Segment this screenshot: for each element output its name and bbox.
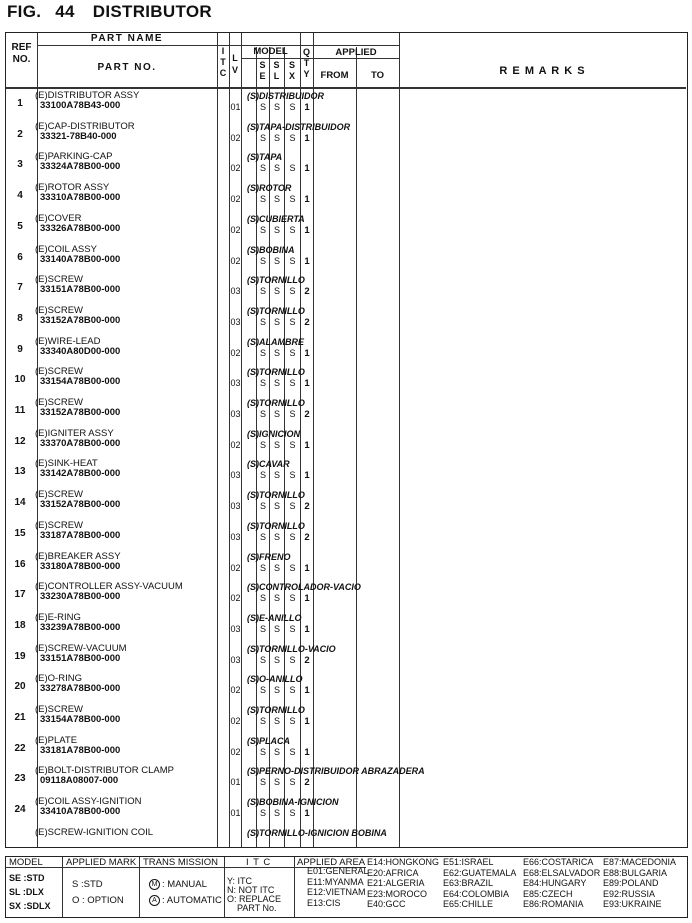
area-code: E12:VIETNAM	[307, 887, 366, 897]
model-sx-mark: S	[289, 163, 296, 174]
part-name: (E)SCREW	[35, 304, 84, 316]
model-se-mark: S	[259, 531, 266, 542]
ref-number: 2	[17, 128, 23, 140]
spanish-description: (S)TORNILLO-VACIO	[247, 643, 336, 654]
ref-number: 22	[14, 742, 26, 754]
spanish-description: (S)TORNILLO	[247, 520, 305, 531]
level-value: 01	[230, 777, 241, 788]
model-sx-mark: S	[289, 623, 296, 634]
part-name: (E)WIRE-LEAD	[35, 335, 101, 347]
area-code: E51:ISRAEL	[443, 857, 494, 867]
area-code: E62:GUATEMALA	[443, 867, 517, 878]
part-number: 33278A78B00-000	[40, 683, 121, 695]
area-code: E21:ALGERIA	[367, 878, 425, 888]
area-code: E68:ELSALVADOR	[523, 867, 601, 878]
legend-itc-o: O: REPLACE	[227, 894, 282, 904]
spanish-description: (S)ALAMBRE	[247, 336, 304, 347]
model-sl-mark: S	[273, 286, 280, 297]
model-se-mark: S	[259, 746, 266, 757]
part-name: (E)PARKING-CAP	[35, 151, 113, 163]
model-se-mark: S	[259, 316, 266, 327]
quantity: 1	[304, 685, 310, 697]
level-value: 03	[230, 286, 241, 297]
col-line	[399, 33, 400, 847]
model-sx-mark: S	[289, 132, 296, 143]
ref-number: 16	[14, 558, 26, 570]
part-number: 33151A78B00-000	[40, 652, 121, 664]
spanish-description: (S)TORNILLO	[247, 705, 305, 715]
applied-header: APPLIED	[335, 47, 377, 58]
model-sx-mark: S	[289, 347, 296, 358]
ref-number: 9	[17, 343, 23, 355]
area-code: E63:BRAZIL	[443, 878, 494, 888]
part-name: (E)SCREW	[35, 397, 84, 408]
part-name: (E)SCREW	[35, 704, 84, 715]
legend-model-header: MODEL	[9, 857, 43, 868]
quantity: 2	[304, 531, 310, 543]
model-sl-mark: S	[273, 163, 280, 174]
quantity: 1	[304, 255, 310, 267]
spanish-description: (S)PERNO-DISTRIBUIDOR ABRAZADERA	[247, 766, 425, 777]
quantity: 1	[304, 562, 310, 574]
fig-label: FIG.	[7, 2, 42, 21]
spanish-description: (S)ROTOR	[247, 183, 292, 194]
header-bottom-line	[6, 87, 686, 89]
ref-number: 7	[17, 282, 23, 294]
part-name: (E)SCREW-VACUUM	[35, 642, 127, 654]
area-code: E86:ROMANIA	[523, 899, 584, 909]
area-code: E84:HUNGARY	[523, 878, 587, 888]
part-name: (E)SCREW	[35, 366, 84, 378]
fig-name: DISTRIBUTOR	[92, 2, 212, 21]
area-code: E87:MACEDONIA	[603, 857, 677, 867]
quantity: 1	[304, 163, 310, 175]
spanish-description: (S)DISTRIBUIDOR	[247, 91, 324, 101]
legend-line	[224, 857, 225, 917]
model-sl-mark: S	[273, 255, 280, 266]
quantity: 2	[304, 286, 310, 298]
legend-trans-manual: M : MANUAL	[149, 879, 207, 890]
spanish-description: (S)TORNILLO	[247, 275, 305, 286]
quantity: 2	[304, 409, 310, 420]
part-number: 33181A78B00-000	[40, 744, 121, 756]
model-sx-mark: S	[289, 439, 296, 450]
level-value: 03	[230, 501, 241, 512]
manual-circle-icon: M	[149, 879, 160, 890]
model-sx-mark: S	[289, 194, 296, 205]
spanish-description: (S)TORNILLO	[247, 305, 305, 316]
model-sx-mark: S	[289, 808, 296, 819]
model-se-mark: S	[259, 194, 266, 205]
legend-itc-y: Y: ITC	[227, 876, 253, 886]
page-title	[7, 2, 212, 22]
area-code: E23:MOROCO	[367, 888, 428, 899]
model-se-mark: S	[259, 255, 266, 266]
part-name: (E)SCREW	[35, 274, 84, 286]
area-code: E92:RUSSIA	[603, 888, 656, 899]
area-code: E11:MYANMA	[307, 876, 364, 887]
ref-number: 1	[17, 98, 23, 109]
model-sx-mark: S	[289, 562, 296, 573]
spanish-description: (S)TAPA	[247, 152, 283, 163]
part-number: 33370A78B00-000	[40, 437, 121, 449]
quantity: 1	[304, 746, 310, 758]
level-value: 02	[230, 746, 241, 757]
model-sl-mark: S	[273, 409, 280, 419]
model-se-mark: S	[259, 409, 266, 419]
part-name: (E)DISTRIBUTOR ASSY	[35, 90, 140, 101]
lv-header: L V	[231, 53, 238, 75]
model-sl-mark: S	[273, 654, 280, 665]
part-name: (E)COVER	[35, 212, 82, 224]
automatic-circle-icon: A	[149, 895, 160, 906]
model-se-mark: S	[259, 654, 266, 665]
model-se-mark: S	[259, 685, 266, 696]
area-code: E14:HONGKONG	[367, 857, 440, 867]
level-value: 02	[230, 132, 241, 143]
part-name: (E)COIL ASSY	[35, 243, 97, 255]
row-line	[241, 58, 399, 59]
col-line	[217, 33, 218, 847]
spanish-description: (S)BOBINA	[247, 244, 295, 255]
model-se-mark: S	[259, 347, 266, 358]
parts-table	[5, 32, 688, 848]
model-se-mark: S	[259, 102, 266, 112]
part-number: 33239A78B00-000	[40, 621, 121, 633]
legend-model-se: SE :STD	[9, 873, 45, 883]
model-sl-mark: S	[273, 746, 280, 757]
level-value: 02	[230, 194, 241, 205]
level-value: 02	[230, 255, 241, 266]
legend-area-header: APPLIED AREA	[297, 857, 366, 868]
model-sl-mark: S	[273, 623, 280, 634]
level-value: 02	[230, 347, 241, 358]
quantity: 1	[304, 716, 310, 727]
part-number: 33326A78B00-000	[40, 222, 121, 234]
model-se-header: S E	[259, 60, 266, 81]
model-sl-mark: S	[273, 501, 280, 512]
part-number: 33324A78B00-000	[40, 161, 121, 173]
level-value: 02	[230, 224, 241, 235]
model-se-mark: S	[259, 286, 266, 297]
model-sx-mark: S	[289, 224, 296, 235]
part-name: (E)PLATE	[35, 734, 78, 746]
model-sx-mark: S	[289, 531, 296, 542]
qty-header: Q T Y	[302, 47, 310, 79]
spanish-description: (S)CONTROLADOR-VACIO	[247, 582, 361, 593]
part-number: 33152A78B00-000	[40, 407, 121, 418]
quantity: 1	[304, 378, 310, 390]
legend-itc-n: N: NOT ITC	[227, 885, 275, 895]
model-sl-mark: S	[273, 316, 280, 327]
area-code: E13:CIS	[307, 897, 341, 908]
spanish-description: (S)TAPA-DISTRIBUIDOR	[247, 121, 351, 132]
quantity: 2	[304, 777, 310, 789]
level-value: 02	[230, 685, 241, 696]
area-code: E40:GCC	[367, 899, 406, 909]
spanish-description: (S)TORNILLO	[247, 490, 305, 501]
part-name: (E)SINK-HEAT	[35, 458, 98, 470]
level-value: 03	[230, 654, 241, 665]
part-name: (E)COIL ASSY-IGNITION	[35, 796, 142, 808]
model-sx-mark: S	[289, 501, 296, 512]
model-se-mark: S	[259, 716, 266, 726]
quantity: 1	[304, 347, 310, 359]
level-value: 02	[230, 716, 241, 726]
model-se-mark: S	[259, 501, 266, 512]
ref-number: 12	[14, 435, 26, 447]
fig-number: 44	[55, 2, 75, 21]
spanish-description: (S)O-ANILLO	[247, 674, 303, 685]
quantity: 1	[304, 808, 310, 820]
model-sx-mark: S	[289, 409, 296, 419]
part-name: (E)O-RING	[35, 673, 82, 685]
model-se-mark: S	[259, 593, 266, 604]
model-sl-mark: S	[273, 439, 280, 450]
model-sl-mark: S	[273, 685, 280, 696]
part-number: 33321-78B40-000	[40, 130, 117, 142]
model-sl-mark: S	[273, 562, 280, 573]
model-sx-mark: S	[289, 378, 296, 389]
quantity: 1	[304, 593, 310, 605]
model-sx-mark: S	[289, 593, 296, 604]
part-name: (E)CONTROLLER ASSY-VACUUM	[35, 581, 183, 593]
ref-number: 21	[14, 712, 26, 723]
part-number: 33140A78B00-000	[40, 253, 121, 265]
model-sl-mark: S	[273, 194, 280, 205]
spanish-description: (S)TORNILLO	[247, 398, 305, 408]
legend-itc-header: I T C	[246, 857, 272, 868]
spanish-description: (S)TORNILLO-IGNICION BOBINA	[247, 827, 387, 838]
col-line	[313, 33, 314, 847]
col-line	[356, 47, 357, 847]
area-code: E65:CHILLE	[443, 899, 494, 909]
ref-number: 8	[17, 312, 23, 324]
legend-mark-option: O : OPTION	[72, 895, 124, 906]
spanish-description: (S)CAVAR	[247, 459, 290, 470]
ref-number: 18	[14, 619, 26, 631]
ref-number: 5	[17, 220, 23, 232]
part-number: 33180A78B00-000	[40, 560, 121, 572]
part-name: (E)ROTOR ASSY	[35, 182, 110, 194]
model-sx-mark: S	[289, 470, 296, 481]
ref-number: 13	[14, 466, 26, 478]
model-sl-mark: S	[273, 224, 280, 235]
part-number: 33152A78B00-000	[40, 314, 121, 326]
ref-number: 19	[14, 650, 26, 662]
part-name: (E)SCREW-IGNITION COIL	[35, 826, 154, 838]
model-sl-header: S L	[273, 60, 280, 81]
area-code: E89:POLAND	[603, 878, 659, 888]
area-code: E64:COLOMBIA	[443, 888, 510, 899]
spanish-description: (S)CUBIERTA	[247, 213, 305, 224]
model-se-mark: S	[259, 470, 266, 481]
legend-line	[139, 857, 140, 917]
legend-line	[294, 857, 295, 917]
legend-model-sl: SL :DLX	[9, 887, 44, 897]
level-value: 03	[230, 470, 241, 481]
part-name: (E)SCREW	[35, 519, 84, 531]
spanish-description: (S)IGNICION	[247, 428, 300, 439]
part-name: (E)BOLT-DISTRIBUTOR CLAMP	[35, 765, 174, 777]
model-sx-mark: S	[289, 286, 296, 297]
legend-trans-header: TRANS MISSION	[143, 857, 218, 868]
part-name: (E)BREAKER ASSY	[35, 550, 121, 562]
level-value: 03	[230, 409, 241, 419]
part-name: (E)CAP-DISTRIBUTOR	[35, 120, 135, 132]
model-sl-mark: S	[273, 470, 280, 481]
model-se-mark: S	[259, 439, 266, 450]
quantity: 1	[304, 194, 310, 206]
col-line	[269, 47, 270, 847]
from-header: FROM	[320, 70, 349, 81]
legend-model-sx: SX :SDLX	[9, 901, 51, 911]
model-sl-mark: S	[273, 593, 280, 604]
spanish-description: (S)PLACA	[247, 735, 290, 746]
part-number: 33154A78B00-000	[40, 376, 121, 388]
model-se-mark: S	[259, 224, 266, 235]
to-header: TO	[370, 70, 385, 81]
part-number: 33100A78B43-000	[40, 100, 121, 111]
quantity: 1	[304, 102, 310, 113]
level-value: 03	[230, 378, 241, 389]
part-number: 33187A78B00-000	[40, 529, 121, 541]
ref-number: 14	[14, 497, 26, 509]
quantity: 1	[304, 132, 310, 144]
ref-number: 3	[17, 159, 23, 171]
ref-number: 23	[14, 773, 26, 785]
quantity: 2	[304, 654, 310, 666]
part-no-header: PART NO.	[97, 62, 157, 73]
ref-number: 15	[14, 527, 26, 539]
model-sl-mark: S	[273, 378, 280, 389]
legend-mark-std: S :STD	[72, 879, 103, 890]
ref-number: 10	[14, 374, 26, 386]
part-number: 33410A78B00-000	[40, 806, 121, 818]
quantity: 2	[304, 501, 310, 513]
part-name: (E)E-RING	[35, 611, 81, 623]
legend-applied-mark-header: APPLIED MARK	[66, 857, 137, 868]
col-line	[284, 47, 285, 847]
ref-number: 17	[14, 589, 26, 601]
model-sl-mark: S	[273, 531, 280, 542]
model-sx-mark: S	[289, 255, 296, 266]
model-se-mark: S	[259, 163, 266, 174]
ref-number: 6	[17, 251, 23, 263]
level-value: 02	[230, 439, 241, 450]
level-value: 02	[230, 163, 241, 174]
level-value: 03	[230, 531, 241, 542]
model-sx-mark: S	[289, 685, 296, 696]
ref-number: 24	[14, 804, 26, 816]
part-name: (E)SCREW	[35, 489, 84, 501]
level-value: 02	[230, 593, 241, 604]
area-code: E93:UKRAINE	[603, 899, 662, 909]
model-sl-mark: S	[273, 347, 280, 358]
model-se-mark: S	[259, 132, 266, 143]
spanish-description: (S)TORNILLO	[247, 367, 305, 378]
model-se-mark: S	[259, 777, 266, 788]
model-sx-mark: S	[289, 102, 296, 112]
quantity: 1	[304, 470, 310, 482]
level-value: 03	[230, 316, 241, 327]
model-sl-mark: S	[273, 716, 280, 726]
model-se-mark: S	[259, 378, 266, 389]
model-sx-mark: S	[289, 316, 296, 327]
model-sx-mark: S	[289, 777, 296, 788]
model-sx-mark: S	[289, 746, 296, 757]
level-value: 02	[230, 562, 241, 573]
model-sl-mark: S	[273, 102, 280, 112]
legend-table	[5, 856, 688, 918]
area-code: E85:CZECH	[523, 888, 573, 899]
part-name-header: PART NAME	[90, 33, 164, 44]
model-se-mark: S	[259, 808, 266, 819]
part-number: 33151A78B00-000	[40, 284, 121, 296]
model-sl-mark: S	[273, 808, 280, 819]
model-se-mark: S	[259, 562, 266, 573]
part-number: 09118A08007-000	[40, 775, 119, 787]
col-line	[241, 33, 242, 847]
part-number: 33142A78B00-000	[40, 468, 121, 480]
itc-header: I T C	[219, 46, 227, 78]
model-sl-mark: S	[273, 132, 280, 143]
level-value: 01	[230, 808, 241, 819]
legend-itc-part-no: PART No.	[237, 903, 277, 913]
model-header: MODEL	[253, 46, 288, 57]
quantity: 1	[304, 439, 310, 451]
area-code: E20:AFRICA	[367, 867, 419, 878]
area-code: E01:GENERAL	[307, 866, 369, 876]
quantity: 1	[304, 623, 310, 635]
remarks-header: R E M A R K S	[499, 65, 586, 77]
part-number: 33152A78B00-000	[40, 499, 121, 511]
spanish-description: (S)E-ANILLO	[247, 612, 302, 623]
model-se-mark: S	[259, 623, 266, 634]
level-value: 03	[230, 623, 241, 634]
ref-no-header: REF NO.	[11, 42, 32, 65]
quantity: 2	[304, 316, 310, 328]
spanish-description: (S)BOBINA-IGNICION	[247, 797, 339, 808]
col-line	[256, 47, 257, 847]
legend-line	[62, 857, 63, 917]
ref-number: 11	[14, 405, 26, 416]
part-number: 33310A78B00-000	[40, 192, 121, 204]
part-number: 33340A80D00-000	[40, 345, 121, 357]
spanish-description: (S)FRENO	[247, 551, 291, 562]
part-number: 33154A78B00-000	[40, 714, 121, 725]
part-name: (E)IGNITER ASSY	[35, 427, 114, 439]
ref-number: 20	[14, 681, 26, 693]
model-sl-mark: S	[273, 777, 280, 788]
model-sx-header: S X	[288, 60, 295, 81]
part-number: 33230A78B00-000	[40, 591, 121, 603]
area-code: E88:BULGARIA	[603, 867, 668, 878]
level-value: 01	[230, 102, 241, 112]
ref-number: 4	[17, 190, 23, 202]
model-sx-mark: S	[289, 654, 296, 665]
quantity: 1	[304, 224, 310, 236]
model-sx-mark: S	[289, 716, 296, 726]
legend-trans-auto: A : AUTOMATIC	[149, 895, 222, 906]
area-code: E66:COSTARICA	[523, 857, 594, 867]
